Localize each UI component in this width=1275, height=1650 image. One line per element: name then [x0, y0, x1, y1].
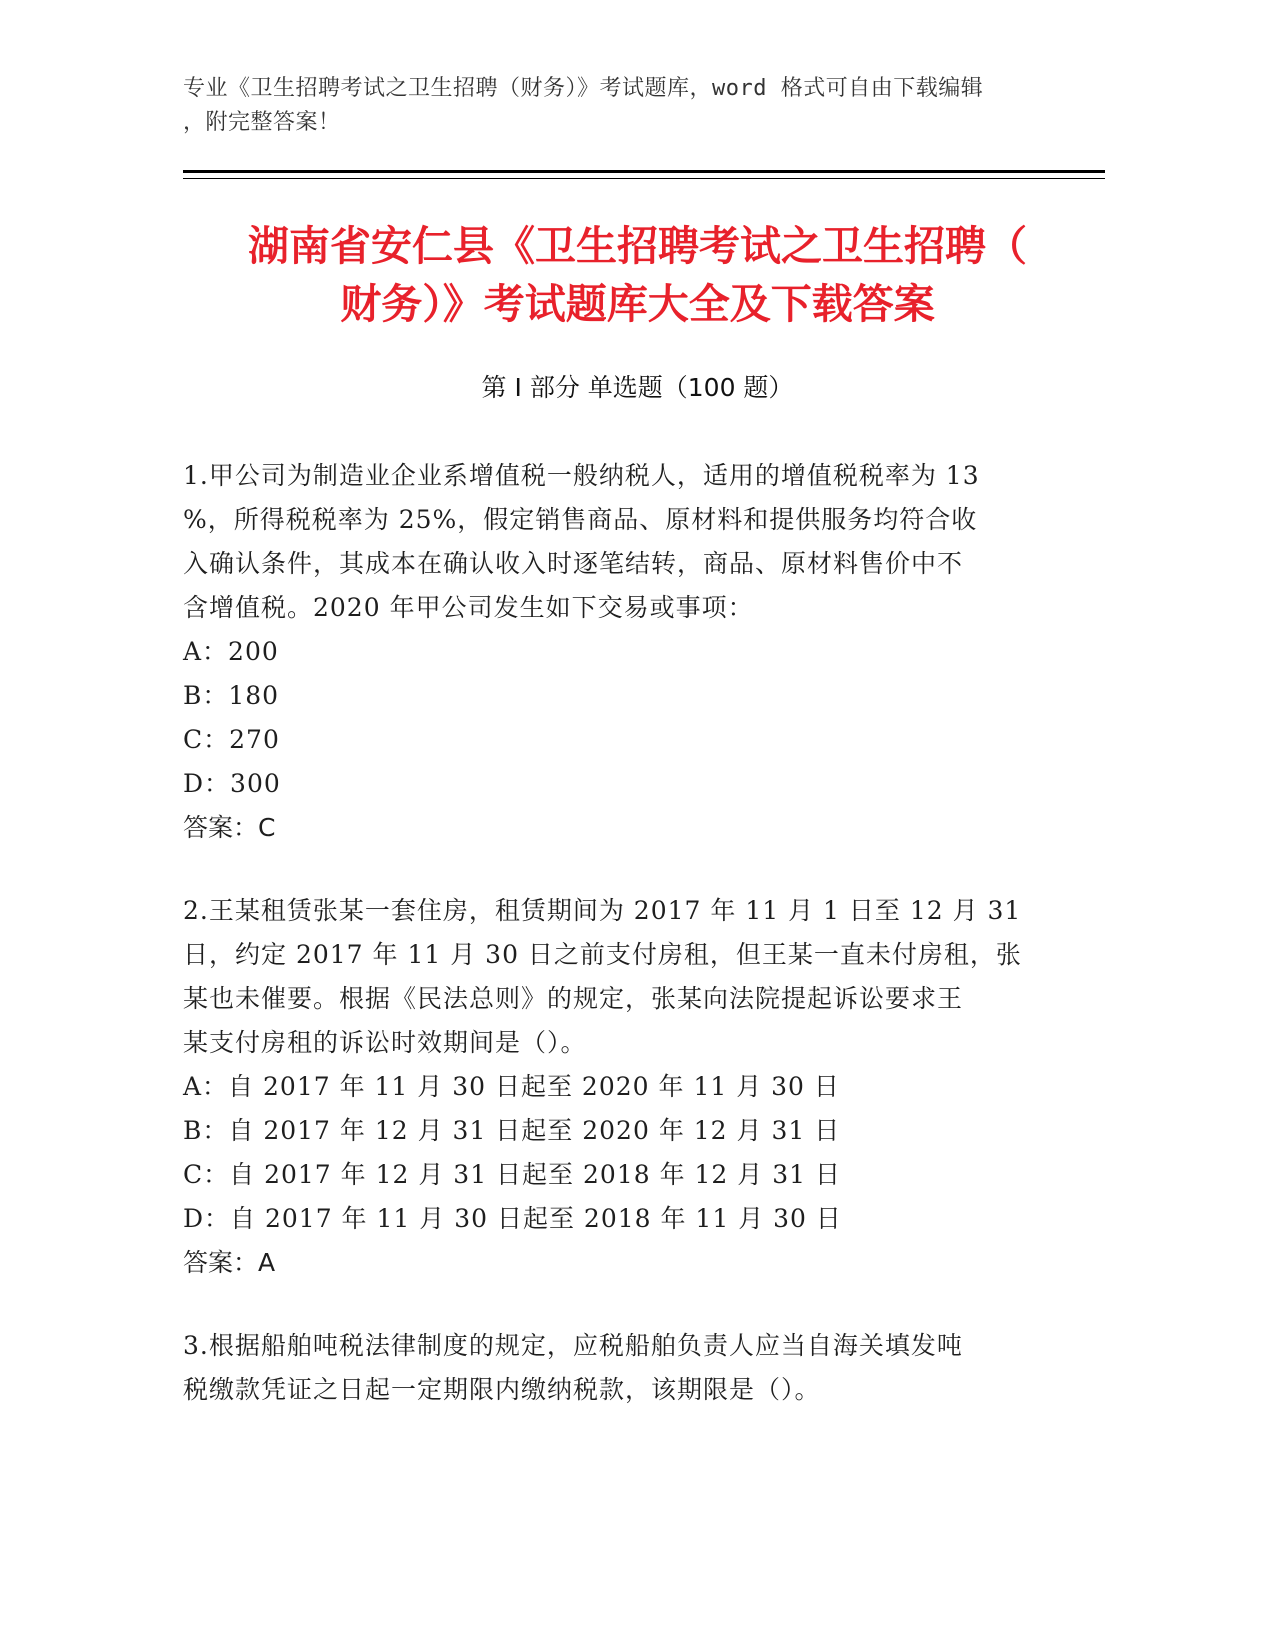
stem-line: 某支付房租的诉讼时效期间是（）。	[183, 1028, 587, 1057]
header-rule-thin	[183, 178, 1105, 179]
option-b: B：自 2017 年 12 月 31 日起至 2020 年 12 月 31 日	[183, 1116, 841, 1145]
header-note	[183, 72, 1063, 140]
option-c: C：270	[183, 725, 280, 754]
document-title	[150, 217, 1125, 333]
question-2	[183, 889, 1083, 1285]
option-d: D：自 2017 年 11 月 30 日起至 2018 年 11 月 30 日	[183, 1204, 842, 1233]
stem-line: 含增值税。2020 年甲公司发生如下交易或事项：	[183, 593, 754, 622]
answer-line: 答案：C	[183, 813, 276, 842]
question-stem	[183, 454, 1083, 630]
answer-line: 答案：A	[183, 1248, 276, 1277]
header-rule-thick	[183, 170, 1105, 173]
option-a: A：200	[183, 637, 279, 666]
document-title-line-2: 财务）》考试题库大全及下载答案	[340, 280, 935, 328]
option-c: C：自 2017 年 12 月 31 日起至 2018 年 12 月 31 日	[183, 1160, 841, 1189]
document-title-line-1: 湖南省安仁县《卫生招聘考试之卫生招聘（	[248, 222, 1027, 270]
question-stem	[183, 1324, 1083, 1412]
option-a: A：自 2017 年 11 月 30 日起至 2020 年 11 月 30 日	[183, 1072, 840, 1101]
stem-line: 某也未催要。根据《民法总则》的规定，张某向法院提起诉讼要求王	[183, 984, 964, 1013]
stem-line: 2.王某租赁张某一套住房，租赁期间为 2017 年 11 月 1 日至 12 月 31	[183, 896, 1022, 925]
stem-line: 3.根据船舶吨税法律制度的规定，应税船舶负责人应当自海关填发吨	[183, 1331, 963, 1360]
question-stem	[183, 889, 1083, 1065]
question-1	[183, 454, 1083, 850]
stem-line: 税缴款凭证之日起一定期限内缴纳税款，该期限是（）。	[183, 1375, 821, 1404]
stem-line: 日，约定 2017 年 11 月 30 日之前支付房租，但王某一直未付房租，张	[183, 940, 1022, 969]
header-note-line-1: 专业《卫生招聘考试之卫生招聘（财务）》考试题库，word 格式可自由下载编辑	[183, 76, 984, 101]
stem-line: 1.甲公司为制造业企业系增值税一般纳税人，适用的增值税税率为 13	[183, 461, 980, 490]
stem-line: %，所得税税率为 25%，假定销售商品、原材料和提供服务均符合收	[183, 505, 978, 534]
stem-line: 入确认条件，其成本在确认收入时逐笔结转，商品、原材料售价中不	[183, 549, 964, 578]
section-heading: 第 I 部分 单选题（100 题）	[481, 373, 794, 402]
option-b: B：180	[183, 681, 280, 710]
option-d: D：300	[183, 769, 281, 798]
header-note-line-2: ，附完整答案！	[183, 110, 341, 135]
question-3	[183, 1324, 1083, 1412]
